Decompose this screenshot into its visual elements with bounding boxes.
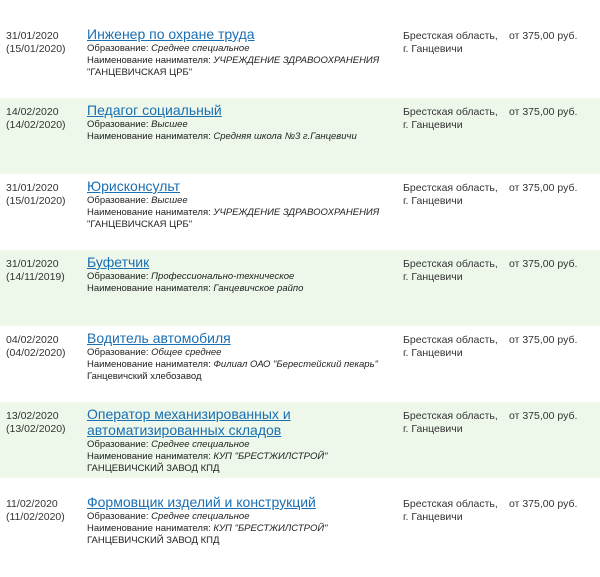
employer-line — [87, 55, 379, 67]
vacancy-row — [0, 402, 600, 478]
employer-value-cont: ГАНЦЕВИЧСКИЙ ЗАВОД КПД — [87, 463, 220, 474]
employer-label: Наименование нанимателя: — [87, 55, 214, 66]
posting-date — [6, 410, 66, 436]
region-name: Брестская область, — [403, 410, 498, 422]
date-original: (11/02/2020) — [6, 511, 65, 523]
salary: от 375,00 руб. — [509, 258, 578, 270]
date-original: (14/11/2019) — [6, 271, 65, 283]
employer-value-cont: "ГАНЦЕВИЧСКАЯ ЦРБ" — [87, 67, 193, 78]
education-line — [87, 347, 221, 359]
posting-date — [6, 498, 65, 524]
vacancy-title-link[interactable] — [87, 406, 291, 438]
region-name: Брестская область, — [403, 182, 498, 194]
region-name: Брестская область, — [403, 334, 498, 346]
vacancy-row — [0, 250, 600, 326]
region — [403, 30, 498, 56]
employer-label: Наименование нанимателя: — [87, 283, 214, 294]
date-updated: 31/01/2020 — [6, 182, 59, 194]
employer-value: КУП "БРЕСТЖИЛСТРОЙ" — [213, 523, 328, 534]
vacancy-title-line: Водитель автомобиля — [87, 330, 231, 346]
employer-value-cont: ГАНЦЕВИЧСКИЙ ЗАВОД КПД — [87, 535, 220, 546]
region — [403, 182, 498, 208]
education-value: Среднее специальное — [151, 43, 250, 54]
vacancy-title-link[interactable] — [87, 178, 180, 194]
posting-date — [6, 334, 66, 360]
vacancy-title-link[interactable] — [87, 254, 149, 270]
employer-line — [87, 131, 357, 143]
date-updated: 14/02/2020 — [6, 106, 59, 118]
employer-line — [87, 359, 378, 371]
employer-line — [87, 451, 328, 463]
education-line — [87, 43, 249, 55]
vacancy-row — [0, 490, 600, 577]
employer-label: Наименование нанимателя: — [87, 523, 214, 534]
employer-value: УЧРЕЖДЕНИЕ ЗДРАВООХРАНЕНИЯ — [213, 55, 380, 66]
vacancy-title-line: Формовщик изделий и конструкций — [87, 494, 316, 510]
region — [403, 334, 498, 360]
city-name: г. Ганцевичи — [403, 119, 463, 131]
education-value: Высшее — [151, 119, 188, 130]
city-name: г. Ганцевичи — [403, 195, 463, 207]
posting-date — [6, 30, 66, 56]
salary: от 375,00 руб. — [509, 182, 578, 194]
employer-value-cont: Ганцевичский хлебозавод — [87, 371, 202, 382]
education-value: Среднее специальное — [151, 439, 250, 450]
vacancy-title-line: автоматизированных складов — [87, 422, 282, 438]
date-updated: 31/01/2020 — [6, 30, 59, 42]
vacancy-title-line: Юрисконсульт — [87, 178, 181, 194]
vacancy-title-line: Буфетчик — [87, 254, 150, 270]
education-label: Образование: — [87, 271, 152, 282]
city-name: г. Ганцевичи — [403, 347, 463, 359]
employer-value: Средняя школа №3 г.Ганцевичи — [213, 131, 357, 142]
date-updated: 31/01/2020 — [6, 258, 59, 270]
date-original: (04/02/2020) — [6, 347, 66, 359]
posting-date — [6, 182, 66, 208]
employer-line — [87, 207, 379, 219]
education-line — [87, 511, 249, 523]
region-name: Брестская область, — [403, 106, 498, 118]
education-line — [87, 271, 294, 283]
date-original: (15/01/2020) — [6, 43, 66, 55]
vacancy-title-line: Оператор механизированных и — [87, 406, 291, 422]
city-name: г. Ганцевичи — [403, 423, 463, 435]
salary: от 375,00 руб. — [509, 410, 578, 422]
salary: от 375,00 руб. — [509, 30, 578, 42]
date-updated: 11/02/2020 — [6, 498, 58, 510]
employer-label: Наименование нанимателя: — [87, 359, 214, 370]
posting-date — [6, 258, 65, 284]
city-name: г. Ганцевичи — [403, 511, 463, 523]
employer-label: Наименование нанимателя: — [87, 451, 214, 462]
education-value: Среднее специальное — [151, 511, 250, 522]
employer-label: Наименование нанимателя: — [87, 207, 214, 218]
date-original: (15/01/2020) — [6, 195, 66, 207]
salary: от 375,00 руб. — [509, 498, 578, 510]
education-value: Общее среднее — [151, 347, 222, 358]
employer-label: Наименование нанимателя: — [87, 131, 214, 142]
date-original: (13/02/2020) — [6, 423, 66, 435]
employer-value: Ганцевичское райпо — [213, 283, 304, 294]
date-updated: 13/02/2020 — [6, 410, 59, 422]
city-name: г. Ганцевичи — [403, 43, 463, 55]
salary: от 375,00 руб. — [509, 106, 578, 118]
vacancy-title-link[interactable] — [87, 330, 231, 346]
vacancy-row — [0, 326, 600, 402]
education-value: Высшее — [151, 195, 188, 206]
employer-value: Филиал ОАО "Берестейский пекарь" — [213, 359, 378, 370]
employer-line — [87, 523, 328, 535]
city-name: г. Ганцевичи — [403, 271, 463, 283]
region — [403, 410, 498, 436]
date-updated: 04/02/2020 — [6, 334, 59, 346]
vacancy-title-line: Педагог социальный — [87, 102, 222, 118]
employer-value: УЧРЕЖДЕНИЕ ЗДРАВООХРАНЕНИЯ — [213, 207, 380, 218]
salary: от 375,00 руб. — [509, 334, 578, 346]
vacancy-title-link[interactable] — [87, 102, 222, 118]
vacancy-title-link[interactable] — [87, 494, 316, 510]
employer-value: КУП "БРЕСТЖИЛСТРОЙ" — [213, 451, 328, 462]
education-label: Образование: — [87, 347, 152, 358]
vacancy-row — [0, 98, 600, 174]
posting-date — [6, 106, 66, 132]
date-original: (14/02/2020) — [6, 119, 66, 131]
region — [403, 106, 498, 132]
education-line — [87, 439, 249, 451]
vacancy-row — [0, 0, 600, 98]
employer-line — [87, 283, 303, 295]
education-line — [87, 119, 188, 131]
education-label: Образование: — [87, 43, 152, 54]
region — [403, 498, 498, 524]
vacancy-title-link[interactable] — [87, 26, 255, 42]
vacancy-title-line: Инженер по охране труда — [87, 26, 255, 42]
region-name: Брестская область, — [403, 30, 498, 42]
education-label: Образование: — [87, 195, 152, 206]
vacancy-row — [0, 174, 600, 250]
education-label: Образование: — [87, 439, 152, 450]
education-value: Профессионально-техническое — [151, 271, 295, 282]
education-label: Образование: — [87, 511, 152, 522]
employer-value-cont: "ГАНЦЕВИЧСКАЯ ЦРБ" — [87, 219, 193, 230]
region-name: Брестская область, — [403, 258, 498, 270]
education-label: Образование: — [87, 119, 152, 130]
region — [403, 258, 498, 284]
region-name: Брестская область, — [403, 498, 498, 510]
education-line — [87, 195, 188, 207]
